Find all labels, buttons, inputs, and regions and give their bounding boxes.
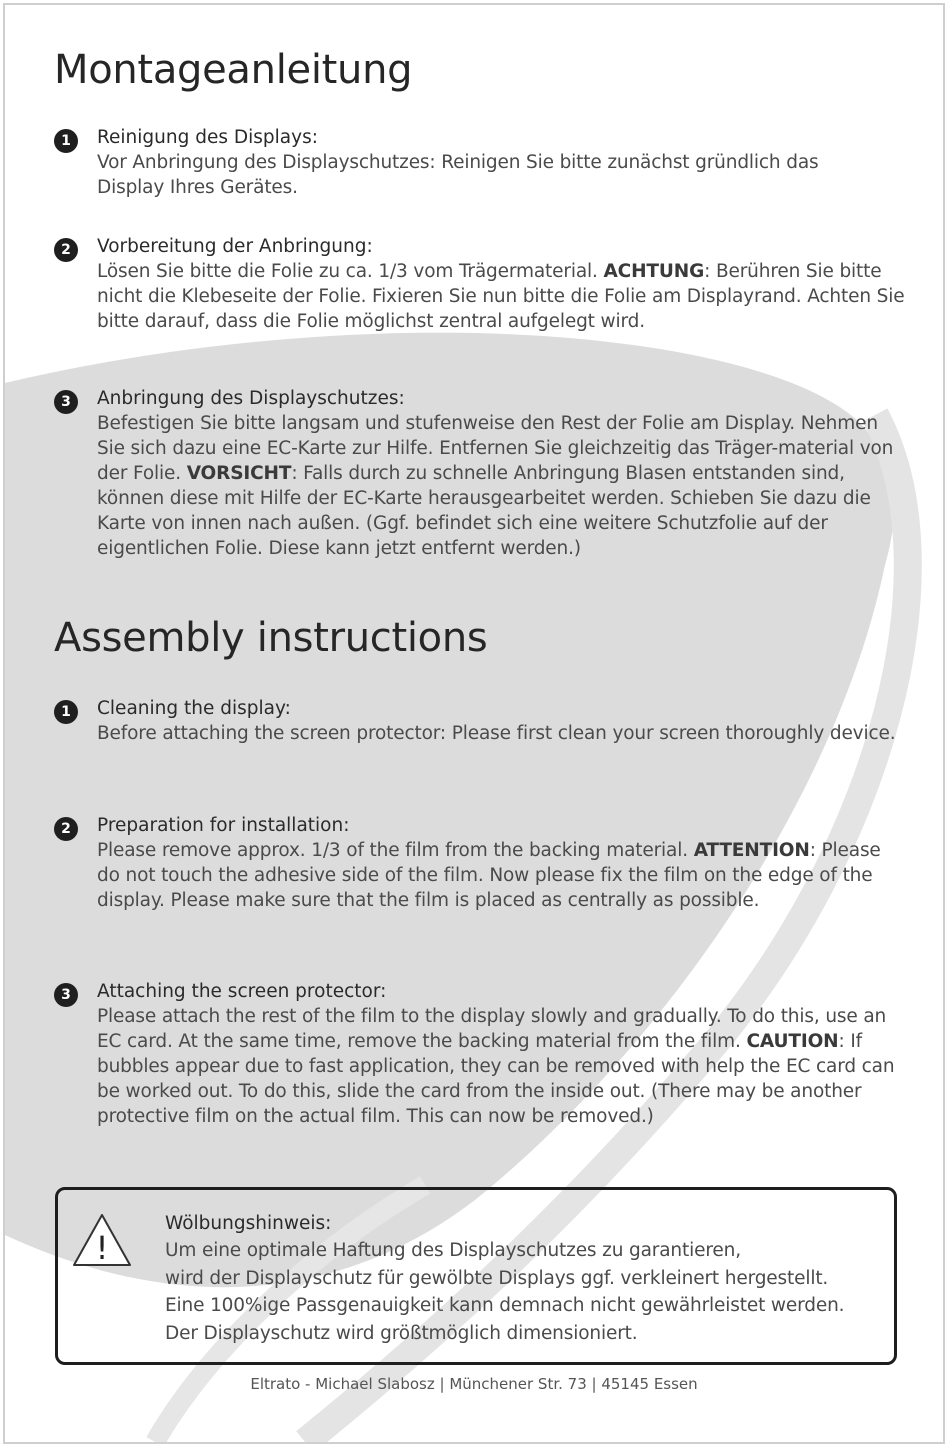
step-body-text: : If bubbles appear due to fast application, they can be removed with help the EC card can be worked out. To do this, slide the card from the inside out. (There may be another protective film on the actual film. This can now be removed.)	[97, 1031, 895, 1127]
instruction-sheet	[3, 3, 945, 1444]
step-number-badge: 1	[54, 700, 78, 724]
step-body-text: Please attach the rest of the film to the display slowly and gradually. To do this, use an EC card. At the same time, remove the backing material from the film.	[97, 1006, 887, 1052]
step-body	[97, 1004, 907, 1129]
step-number-badge: 3	[54, 983, 78, 1007]
step-title: Attaching the screen protector:	[97, 981, 387, 1002]
step-number-badge: 2	[54, 817, 78, 841]
company-footer: Eltrato - Michael Slabosz | Münchener Str. 73 | 45145 Essen	[250, 1375, 698, 1393]
step-body	[97, 838, 907, 913]
notice-line: Um eine optimale Haftung des Displayschutzes zu garantieren,	[165, 1240, 741, 1261]
step-title: Reinigung des Displays:	[97, 127, 318, 148]
step-title: Vorbereitung der Anbringung:	[97, 236, 373, 257]
step-number-badge: 3	[54, 390, 78, 414]
step-body: Before attaching the screen protector: Please first clean your screen thoroughly device.	[97, 723, 896, 744]
step-title: Preparation for installation:	[97, 815, 350, 836]
step-body-text: Befestigen Sie bitte langsam und stufenweise den Rest der Folie am Display. Nehmen Sie sich dazu eine EC-Karte zur Hilfe. Entfernen Sie gleichzeitig das Träger-material von der Folie.	[97, 413, 894, 484]
step-body-text: : Berühren Sie bitte nicht die Klebeseite der Folie. Fixieren Sie nun bitte die Folie am Displayrand. Achten Sie bitte darauf, dass die Folie möglichst zentral aufgelegt wird.	[97, 261, 905, 332]
step-title: Anbringung des Displayschutzes:	[97, 388, 405, 409]
step-body-text: : Please do not touch the adhesive side of the film. Now please fix the film on the edge of the display. Please make sure that the film is placed as centrally as possible.	[97, 840, 881, 911]
step-body	[97, 411, 907, 561]
english-heading: Assembly instructions	[54, 615, 488, 661]
warning-keyword: VORSICHT	[186, 463, 292, 484]
german-heading: Montageanleitung	[54, 47, 413, 93]
step-body	[97, 150, 907, 200]
step-body-text: Please remove approx. 1/3 of the film from the backing material.	[97, 840, 694, 861]
step-body-text: : Falls durch zu schnelle Anbringung Blasen entstanden sind, können diese mit Hilfe der EC-Karte herausgearbeitet werden. Schieben Sie dazu die Karte von innen nach außen. (Ggf. befindet sich eine weitere Schutzfolie auf der eigentlichen Folie. Diese kann jetzt entfernt werden.)	[97, 463, 871, 559]
step-body-line: Vor Anbringung des Displayschutzes: Reinigen Sie bitte zunächst gründlich das	[97, 152, 819, 173]
notice-title: Wölbungshinweis:	[165, 1213, 332, 1234]
notice-line: Eine 100%ige Passgenauigkeit kann demnach nicht gewährleistet werden.	[165, 1295, 845, 1316]
step-body-text: Lösen Sie bitte die Folie zu ca. 1/3 vom Trägermaterial.	[97, 261, 604, 282]
warning-glyph: !	[95, 1229, 109, 1267]
step-number-badge: 2	[54, 238, 78, 262]
warning-triangle-icon	[71, 1212, 133, 1268]
curvature-notice-box	[55, 1187, 897, 1365]
warning-keyword: CAUTION	[746, 1031, 839, 1052]
notice-line: wird der Displayschutz für gewölbte Displays ggf. verkleinert hergestellt.	[165, 1267, 829, 1289]
notice-line: Der Displayschutz wird größtmöglich dimensioniert.	[165, 1322, 638, 1344]
step-body-line: Display Ihres Gerätes.	[97, 177, 298, 198]
step-body	[97, 259, 907, 334]
step-number-badge: 1	[54, 129, 78, 153]
warning-keyword: ACHTUNG	[603, 261, 705, 282]
step-title: Cleaning the display:	[97, 698, 291, 719]
warning-keyword: ATTENTION	[693, 840, 810, 861]
